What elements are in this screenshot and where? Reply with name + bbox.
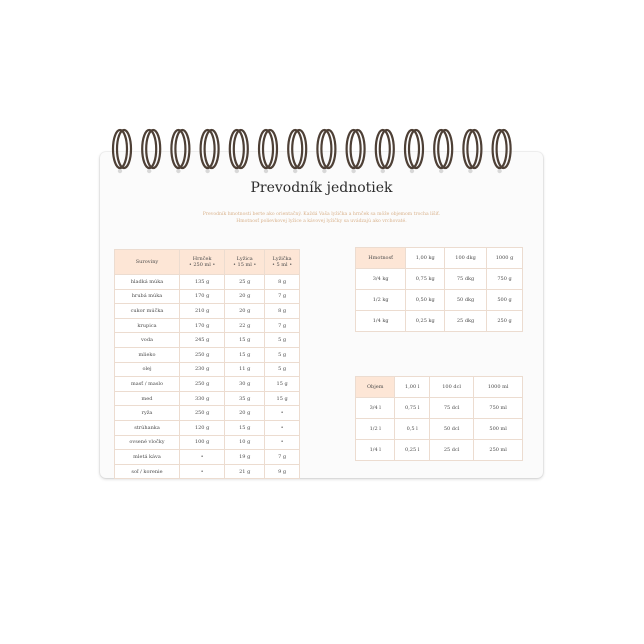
ingredients_table-cell: med — [115, 391, 180, 406]
subtitle-line-1: Prevodník hmotnosti berte ako orientačný. Každá Vaša lyžička a hrnček sa môže objemom trocha líšiť. — [202, 212, 441, 217]
ingredients_table-row — [115, 347, 300, 362]
spiral-ring — [142, 130, 160, 173]
ingredients_table-cell: 7 g — [265, 450, 300, 465]
weight_table-cell: 0,50 kg — [406, 290, 445, 311]
ingredients_table-cell: 245 g — [180, 333, 225, 348]
weight_table-cell: 750 g — [487, 269, 523, 290]
ingredients_table-cell: cukor múčka — [115, 304, 180, 319]
volume_table-cell: 750 ml — [474, 398, 523, 419]
page-subtitle — [160, 211, 483, 225]
volume_table-cell: 500 ml — [474, 419, 523, 440]
weight_table-cell: 1/4 kg — [356, 311, 406, 332]
weight_table-cell: Hmotnosť — [356, 248, 406, 269]
spiral-ring — [376, 130, 394, 173]
col-header-teaspoon — [265, 250, 300, 275]
ingredients_table-cell: mletá káva — [115, 450, 180, 465]
volume_table-cell: 25 dcl — [429, 440, 473, 461]
volume_table-cell: 1/4 l — [356, 440, 395, 461]
ingredients_table-cell: ryža — [115, 406, 180, 421]
spiral-ring — [288, 130, 306, 173]
ingredients_table-row — [115, 333, 300, 348]
ingredients_table-cell: 9 g — [265, 464, 300, 479]
volume_table-cell: 1,00 l — [395, 377, 429, 398]
ingredients_table-cell: masť / maslo — [115, 377, 180, 392]
weight_table-cell: 0,25 kg — [406, 311, 445, 332]
weight_table-row — [356, 290, 523, 311]
weight_table-row — [356, 269, 523, 290]
ingredients_table-cell: 19 g — [225, 450, 265, 465]
ingredients_table-cell: 250 g — [180, 347, 225, 362]
spiral-ring — [405, 130, 423, 173]
volume_table-cell: 50 dcl — [429, 419, 473, 440]
ingredients_table-row — [115, 435, 300, 450]
ingredients_table-cell: • — [265, 420, 300, 435]
ingredients_table-cell: 170 g — [180, 318, 225, 333]
spiral-binding — [100, 125, 543, 185]
volume-table — [355, 376, 523, 461]
weight_table-cell: 500 g — [487, 290, 523, 311]
ingredients_table-cell: 15 g — [225, 347, 265, 362]
col-header-teaspoon-volume: • 5 ml • — [272, 262, 293, 268]
volume_table-row — [356, 398, 523, 419]
spiral-ring — [317, 130, 335, 173]
ingredients_table-row — [115, 362, 300, 377]
volume_table-cell: 3/4 l — [356, 398, 395, 419]
volume_table-cell: 1/2 l — [356, 419, 395, 440]
weight_table-row — [356, 248, 523, 269]
spiral-ring — [171, 130, 189, 173]
volume_table-cell: 250 ml — [474, 440, 523, 461]
ingredients_table-cell: 35 g — [225, 391, 265, 406]
ingredients_table-cell: hladká múka — [115, 275, 180, 290]
ingredients_table-cell: 20 g — [225, 406, 265, 421]
ingredients_table-cell: • — [265, 435, 300, 450]
ingredients_table-cell: voda — [115, 333, 180, 348]
ingredients_table-row — [115, 304, 300, 319]
weight_table-cell: 25 dkg — [445, 311, 487, 332]
volume_table-cell: 1000 ml — [474, 377, 523, 398]
weight_table-row — [356, 311, 523, 332]
col-header-teaspoon-label: Lyžička — [272, 256, 292, 262]
ingredients_table-cell: 135 g — [180, 275, 225, 290]
notebook-page — [100, 152, 543, 478]
col-header-spoon — [225, 250, 265, 275]
spiral-ring — [201, 130, 219, 173]
ingredients_table-row — [115, 391, 300, 406]
col-header-cup-label: Hrnček — [192, 256, 212, 262]
spiral-ring — [230, 130, 248, 173]
ingredients_table-row — [115, 464, 300, 479]
ingredients_table-cell: 30 g — [225, 377, 265, 392]
spiral-ring — [347, 130, 365, 173]
weight_table-cell: 250 g — [487, 311, 523, 332]
ingredients_table-cell: 120 g — [180, 420, 225, 435]
ingredients_table-cell: • — [265, 406, 300, 421]
spiral-ring — [434, 130, 452, 173]
spiral-ring — [113, 130, 131, 173]
page-title: Prevodník jednotiek — [250, 180, 393, 196]
weight_table-cell: 0,75 kg — [406, 269, 445, 290]
weight_table-cell: 50 dkg — [445, 290, 487, 311]
ingredients_table-row — [115, 318, 300, 333]
spiral-ring — [463, 130, 481, 173]
ingredients_table-row — [115, 289, 300, 304]
weight_table-cell: 75 dkg — [445, 269, 487, 290]
ingredients_table-cell: 250 g — [180, 377, 225, 392]
subtitle-line-2: Hmotnosť polievkovej lyžice a kávovej lyžičky sa uvádzajú ako vrchovaté. — [236, 219, 407, 224]
spiral-ring — [493, 130, 511, 173]
volume_table-row — [356, 377, 523, 398]
ingredients_table-cell: 230 g — [180, 362, 225, 377]
volume_table-cell: 0,25 l — [395, 440, 429, 461]
ingredients_table-cell: 15 g — [265, 377, 300, 392]
volume_table-cell: 100 dcl — [429, 377, 473, 398]
ingredients_table-cell: hrubá múka — [115, 289, 180, 304]
ingredients_table-cell: 10 g — [225, 435, 265, 450]
col-header-cup-volume: • 250 ml • — [188, 262, 216, 268]
ingredients_table-cell: soľ / korenie — [115, 464, 180, 479]
weight_table-cell: 3/4 kg — [356, 269, 406, 290]
ingredients_table-cell: 15 g — [225, 333, 265, 348]
col-header-spoon-label: Lyžica — [236, 256, 253, 262]
ingredients_table-cell: 5 g — [265, 333, 300, 348]
ingredients_table-row — [115, 420, 300, 435]
ingredients_table-cell: 8 g — [265, 304, 300, 319]
ingredients_table-cell: 20 g — [225, 304, 265, 319]
ingredients_table-cell: 15 g — [265, 391, 300, 406]
ingredients_table-cell: • — [180, 464, 225, 479]
col-header-ingredients: Suroviny — [115, 250, 180, 275]
volume_table-cell: Objem — [356, 377, 395, 398]
volume_table-cell: 75 dcl — [429, 398, 473, 419]
weight_table-cell: 1000 g — [487, 248, 523, 269]
ingredients_table-cell: strúhanka — [115, 420, 180, 435]
ingredients_table-cell: mlieko — [115, 347, 180, 362]
ingredients_table-cell: 25 g — [225, 275, 265, 290]
ingredients_table-cell: 15 g — [225, 420, 265, 435]
ingredients-table — [114, 249, 300, 479]
col-header-spoon-volume: • 15 ml • — [233, 262, 257, 268]
ingredients_table-cell: krupica — [115, 318, 180, 333]
ingredients_table-cell: 330 g — [180, 391, 225, 406]
ingredients_table-cell: 7 g — [265, 318, 300, 333]
ingredients_table-cell: 100 g — [180, 435, 225, 450]
ingredients_table-row — [115, 377, 300, 392]
volume_table-row — [356, 440, 523, 461]
ingredients_table-cell: 8 g — [265, 275, 300, 290]
weight_table-cell: 1/2 kg — [356, 290, 406, 311]
ingredients_table-cell: 5 g — [265, 362, 300, 377]
weight-table — [355, 247, 523, 332]
ingredients_table-cell: 250 g — [180, 406, 225, 421]
ingredients_table-cell: 21 g — [225, 464, 265, 479]
ingredients_table-cell: 5 g — [265, 347, 300, 362]
ingredients_table-cell: • — [180, 450, 225, 465]
ingredients_table-row — [115, 275, 300, 290]
ingredients_table-cell: 20 g — [225, 289, 265, 304]
col-header-cup — [180, 250, 225, 275]
weight_table-cell: 1,00 kg — [406, 248, 445, 269]
ingredients_table-row — [115, 450, 300, 465]
volume_table-cell: 0,5 l — [395, 419, 429, 440]
ingredients_table-cell: 170 g — [180, 289, 225, 304]
ingredients_table-cell: 22 g — [225, 318, 265, 333]
volume_table-cell: 0,75 l — [395, 398, 429, 419]
ingredients_table-cell: 7 g — [265, 289, 300, 304]
spiral-ring — [259, 130, 277, 173]
ingredients_table-cell: 210 g — [180, 304, 225, 319]
volume_table-row — [356, 419, 523, 440]
ingredients_table-cell: 11 g — [225, 362, 265, 377]
weight_table-cell: 100 dkg — [445, 248, 487, 269]
ingredients_table-cell: olej — [115, 362, 180, 377]
ingredients_table-cell: ovsené vločky — [115, 435, 180, 450]
ingredients_table-row — [115, 406, 300, 421]
